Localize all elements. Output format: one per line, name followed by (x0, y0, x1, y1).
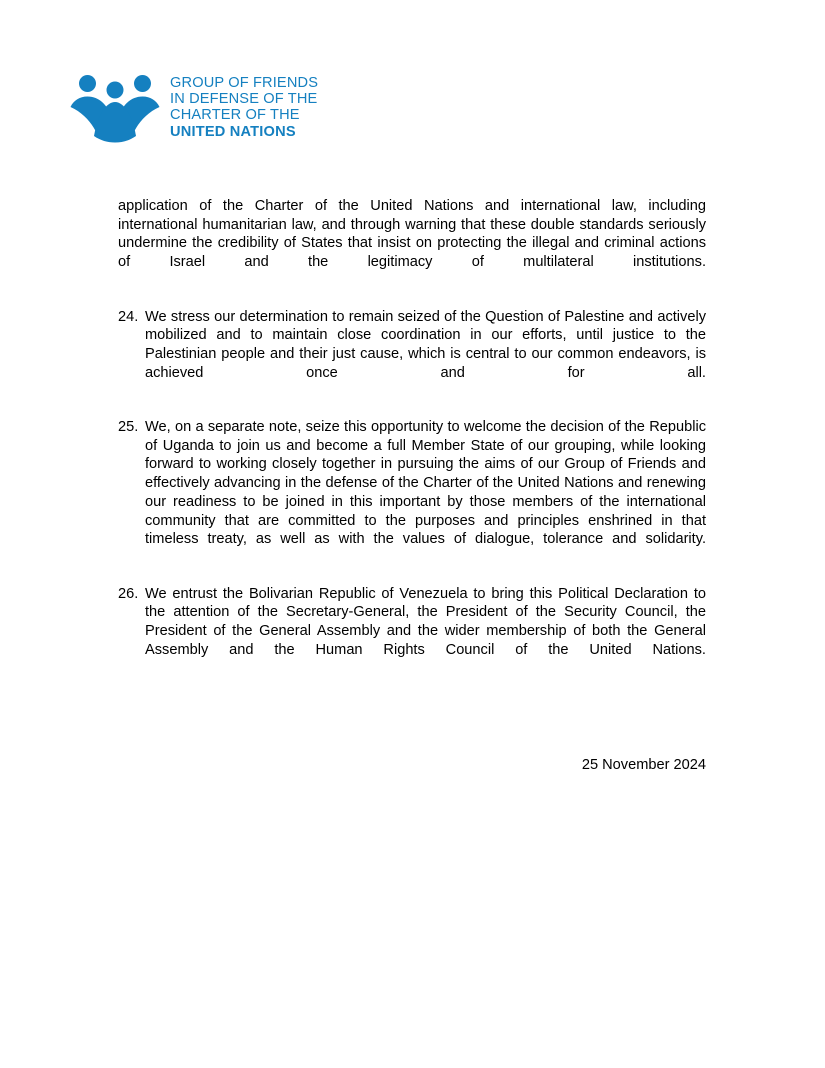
logo-wordmark-line-2: IN DEFENSE OF THE (170, 91, 318, 108)
paragraph-24 (118, 308, 706, 402)
logo-wordmark-line-4: UNITED NATIONS (170, 123, 296, 140)
paragraph-26 (118, 585, 706, 679)
paragraph-text: We entrust the Bolivarian Republic of Venezuela to bring this Political Declaration to the attention of the Secretary-General, the President of the Security Council, the President of the General Assembly and the wider membership of both the General Assembly and the Human Rights Council of the United Nations. (145, 585, 706, 658)
paragraph-text: application of the Charter of the United Nations and international law, including international humanitarian law, and through warning that these double standards seriously undermine the credibility of States that insist on protecting the illegal and criminal actions of Israel and the legitimacy of multilateral institutions. (118, 198, 706, 271)
letterhead (68, 72, 318, 146)
document-date: 25 November 2024 (581, 757, 706, 773)
paragraph-number: 25. (118, 419, 139, 436)
logo-wordmark-line-3: CHARTER OF THE (170, 107, 300, 124)
paragraph-number: 24. (118, 308, 139, 325)
paragraph-25 (118, 418, 706, 568)
logo-wordmark-line-1: GROUP OF FRIENDS (170, 75, 319, 91)
paragraph-number: 26. (118, 585, 139, 602)
three-people-group-icon (68, 72, 162, 146)
paragraph-continuation (118, 197, 706, 291)
logo-wordmark (170, 72, 318, 140)
paragraph-text: We stress our determination to remain seized of the Question of Palestine and actively mobilized and to maintain close coordination in our efforts, until justice to the Palestinian people and their just cause, which is central to our common endeavors, is achieved once and for all. (145, 308, 706, 381)
paragraph-text: We, on a separate note, seize this opportunity to welcome the decision of the Republic of Uganda to join us and become a full Member State of our grouping, while looking forward to working closely together in pursuing the aims of our Group of Friends and effectively advancing in the defense of the Charter of the United Nations and renewing our readiness to be joined in this important by those members of the international community that are committed to the purposes and principles enshrined in that timeless treaty, as well as with the values of dialogue, tolerance and solidarity. (145, 419, 706, 548)
document-body (118, 197, 706, 678)
